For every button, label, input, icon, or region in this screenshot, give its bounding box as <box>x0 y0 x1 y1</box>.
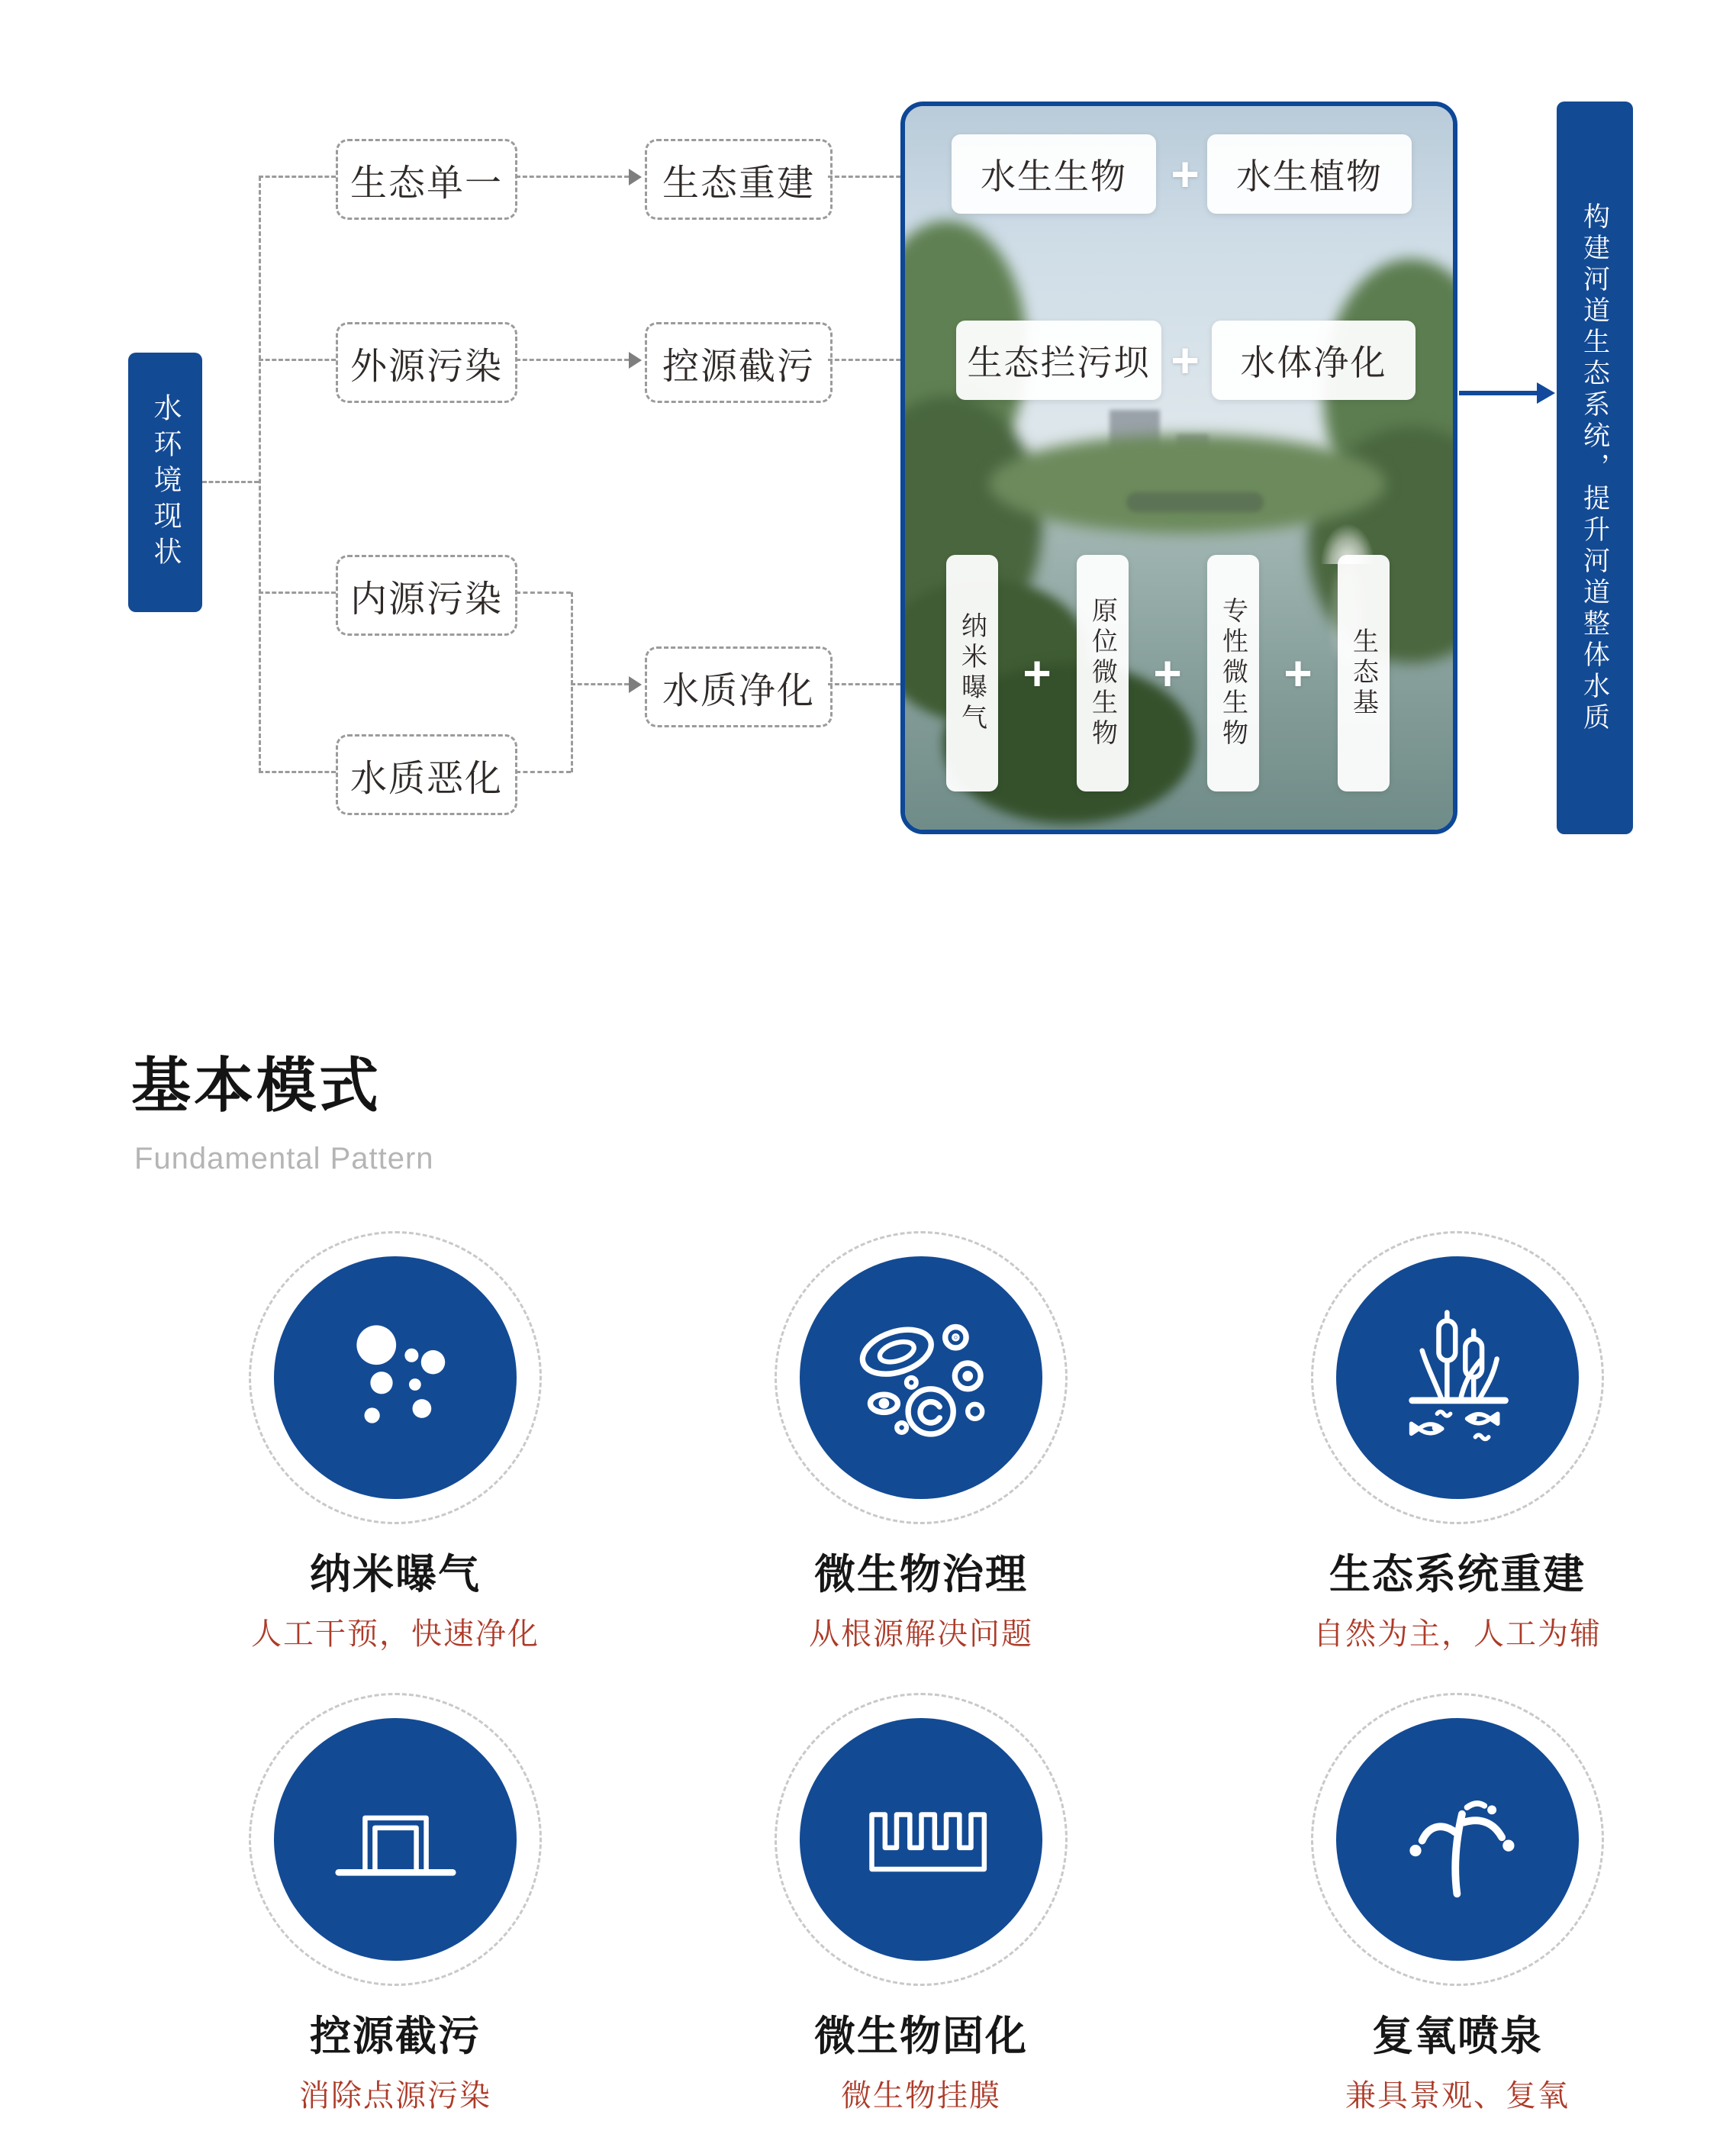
card-desc: 人工干预，快速净化 <box>251 1617 539 1651</box>
panel-box-label: 专性微生物 <box>1218 597 1248 750</box>
connector-problem-3 <box>259 592 336 594</box>
card-circle-source-control <box>249 1693 542 1986</box>
connector-trunk <box>259 176 261 772</box>
card-title: 控源截污 <box>310 2013 481 2059</box>
river-photo <box>905 106 1453 830</box>
photo-bridge <box>1126 492 1264 512</box>
bracket-line-bottom <box>516 771 571 773</box>
strategy-node-3 <box>645 646 833 727</box>
strategy-label-3: 水质净化 <box>662 670 815 711</box>
card-circle-microbe-fixation <box>775 1693 1068 1986</box>
connector-problem-2 <box>259 359 336 361</box>
panel-box-label: 水体净化 <box>1240 343 1387 382</box>
card-desc: 微生物挂膜 <box>841 2079 1001 2113</box>
connector-root <box>202 481 259 483</box>
panel-box-water-purification <box>1212 321 1416 400</box>
card-title: 复氧喷泉 <box>1372 2013 1543 2059</box>
plus-icon: + <box>1171 333 1200 388</box>
plus-icon: + <box>1153 646 1182 701</box>
strategy-label-1: 生态重建 <box>662 163 815 204</box>
plus-icon: + <box>1023 646 1052 701</box>
problem-node-1 <box>336 139 517 220</box>
problem-node-2 <box>336 322 517 403</box>
panel-box-aquatic-life <box>952 134 1156 214</box>
arrow-right-icon <box>629 676 642 693</box>
panel-box-label: 生态拦污坝 <box>967 343 1151 382</box>
problem-node-4 <box>336 734 517 815</box>
photo-trees <box>989 434 1386 534</box>
river-photo-panel <box>900 102 1457 834</box>
outcome-bar <box>1557 102 1633 834</box>
panel-box-label: 水生生物 <box>981 156 1127 196</box>
problem-label-2: 外源污染 <box>349 346 503 387</box>
card-title: 纳米曝气 <box>310 1552 481 1597</box>
section-title: 基本模式 <box>131 1052 382 1119</box>
strategy-node-1 <box>645 139 833 220</box>
outcome-arrow-line <box>1459 391 1538 395</box>
panel-box-eco-base <box>1338 555 1390 791</box>
arrow-line-2 <box>516 359 629 361</box>
biofilm-comb-icon <box>851 1790 992 1889</box>
panel-box-nano-aeration <box>946 555 998 791</box>
bracket-line-top <box>516 592 571 594</box>
panel-box-insitu-microbes <box>1077 555 1129 791</box>
microbes-icon <box>849 1313 994 1443</box>
card-circle-inner <box>1336 1718 1579 1961</box>
section-subtitle: Fundamental Pattern <box>134 1142 434 1175</box>
card-circle-nano-aeration <box>249 1231 542 1524</box>
outcome-arrow-head-icon <box>1537 382 1555 404</box>
problem-label-4: 水质恶化 <box>349 758 503 799</box>
connector-problem-1 <box>259 176 336 178</box>
card-title: 微生物治理 <box>814 1552 1028 1597</box>
bracket-line-arrow <box>571 683 629 685</box>
card-circle-inner <box>274 1256 517 1499</box>
card-desc: 自然为主，人工为辅 <box>1313 1617 1602 1651</box>
reeds-fish-icon <box>1387 1307 1528 1449</box>
card-circle-inner <box>800 1718 1042 1961</box>
card-circle-inner <box>1336 1256 1579 1499</box>
bubbles-icon <box>327 1309 464 1446</box>
card-circle-inner <box>800 1256 1042 1499</box>
card-circle-inner <box>274 1718 517 1961</box>
panel-box-aquatic-plants <box>1207 134 1412 214</box>
panel-box-label: 生态基 <box>1348 627 1378 719</box>
sluice-gate-icon <box>325 1790 466 1889</box>
card-circle-microbe-treatment <box>775 1231 1068 1524</box>
arrow-right-icon <box>629 352 642 369</box>
root-node <box>128 353 202 612</box>
card-title: 微生物固化 <box>814 2013 1028 2059</box>
panel-box-label: 原位微生物 <box>1087 597 1117 750</box>
strategy-label-2: 控源截污 <box>662 346 815 387</box>
bracket-line-vertical <box>571 592 573 772</box>
problem-label-1: 生态单一 <box>349 163 503 204</box>
problem-label-3: 内源污染 <box>349 579 503 620</box>
problem-node-3 <box>336 555 517 636</box>
card-desc: 兼具景观、复氧 <box>1345 2079 1570 2113</box>
card-circle-ecosystem-rebuild <box>1311 1231 1604 1524</box>
panel-box-label: 水生植物 <box>1236 156 1383 196</box>
strategy-node-2 <box>645 322 833 403</box>
root-node-label: 水环境现状 <box>150 392 181 572</box>
plus-icon: + <box>1283 646 1312 701</box>
card-desc: 消除点源污染 <box>299 2079 491 2113</box>
panel-box-label: 纳米曝气 <box>957 612 987 734</box>
connector-problem-4 <box>259 771 336 773</box>
arrow-right-icon <box>629 169 642 185</box>
card-title: 生态系统重建 <box>1329 1552 1586 1597</box>
panel-box-eco-dam <box>956 321 1161 400</box>
card-desc: 从根源解决问题 <box>809 1617 1033 1651</box>
panel-box-specific-microbes <box>1207 555 1259 791</box>
fountain-icon <box>1387 1769 1528 1910</box>
plus-icon: + <box>1171 147 1200 201</box>
arrow-line-1 <box>516 176 629 178</box>
card-circle-oxygen-fountain <box>1311 1693 1604 1986</box>
outcome-label: 构建河道生态系统，提升河道整体水质 <box>1580 201 1610 734</box>
